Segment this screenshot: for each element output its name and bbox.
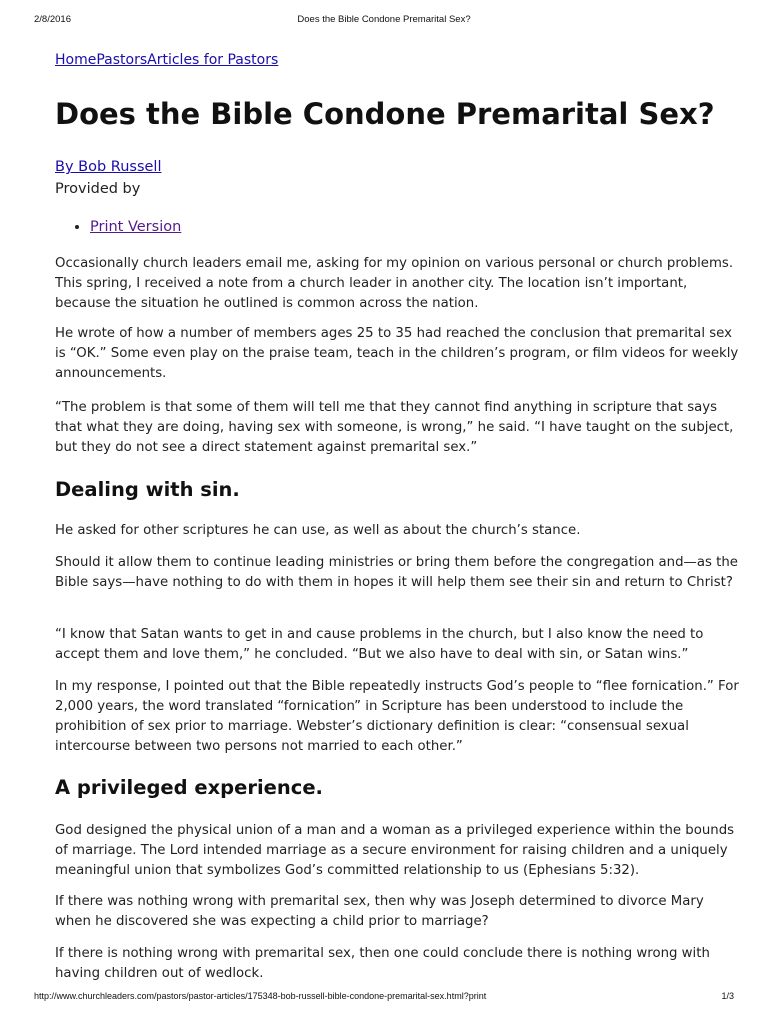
print-doc-title: Does the Bible Condone Premarital Sex? — [297, 14, 471, 25]
print-date: 2/8/2016 — [34, 14, 71, 25]
paragraph: God designed the physical union of a man and a woman as a privileged experience within the bounds of marriage. The Lord intended marriage as a secure environment for raising children and a uniquely meaningful union that symbolizes God’s committed relationship to us (Ephesians 5:32). — [55, 823, 735, 878]
paragraph: Occasionally church leaders email me, asking for my opinion on various personal or church problems. This spring, I received a note from a church leader in another city. The location isn’t important, because the situation he outlined is common across the nation. — [55, 256, 734, 311]
paragraph: He wrote of how a number of members ages 25 to 35 had reached the conclusion that premarital sex is “OK.” Some even play on the praise team, teach in the children’s program, or film videos for weekly announcements. — [55, 326, 739, 381]
section2-paragraph-2 — [55, 892, 739, 932]
print-header — [34, 14, 734, 28]
section-heading-dealing-with-sin: Dealing with sin. — [55, 478, 240, 501]
paragraph: “I know that Satan wants to get in and cause problems in the church, but I also know the need to accept them and love them,” he concluded. “But we also have to deal with sin, or Satan wins.” — [55, 627, 704, 662]
tool-item — [90, 216, 181, 238]
article-tools — [55, 216, 181, 238]
breadcrumb-home-link[interactable]: Home — [55, 52, 97, 68]
paragraph: He asked for other scriptures he can use, as well as about the church’s stance. — [55, 523, 581, 538]
section1-paragraph-4 — [55, 677, 739, 757]
intro-paragraph-2 — [55, 324, 739, 384]
provided-by: Provided by — [55, 181, 141, 197]
paragraph: If there was nothing wrong with premarital sex, then why was Joseph determined to divorce Mary when he discovered she was expecting a child prior to marriage? — [55, 894, 704, 929]
breadcrumb — [55, 50, 739, 70]
breadcrumb-articles-link[interactable]: Articles for Pastors — [147, 52, 279, 68]
section2-paragraph-1 — [55, 821, 739, 881]
breadcrumb-pastors-link[interactable]: Pastors — [96, 52, 148, 68]
author-link[interactable]: By Bob Russell — [55, 159, 162, 175]
section1-paragraph-2 — [55, 553, 739, 593]
print-footer — [34, 991, 734, 1005]
byline — [55, 156, 161, 178]
section1-paragraph-1 — [55, 521, 739, 541]
section-heading-privileged-experience: A privileged experience. — [55, 776, 323, 799]
paragraph: In my response, I pointed out that the Bible repeatedly instructs God’s people to “flee fornication.” For 2,000 years, the word translated “fornication” in Scripture has been understood to include the prohibition of sex prior to marriage. Webster’s dictionary definition is clear: “consensual sexual intercourse between two persons not married to each other.” — [55, 679, 739, 754]
section2-paragraph-3 — [55, 944, 739, 984]
intro-paragraph-1 — [55, 254, 739, 314]
paragraph: “The problem is that some of them will tell me that they cannot find anything in scripture that says that what they are doing, having sex with someone, is wrong,” he said. “I have taught on the subject, but they do not see a direct statement against premarital sex.” — [55, 400, 734, 455]
section1-paragraph-3 — [55, 625, 739, 665]
paragraph: Should it allow them to continue leading ministries or bring them before the congregation and—as the Bible says—have nothing to do with them in hopes it will help them see their sin and return to Christ? — [55, 555, 738, 590]
article-content — [55, 50, 739, 981]
intro-paragraph-3 — [55, 398, 739, 458]
print-page-number: 1/3 — [721, 991, 734, 1001]
article-title: Does the Bible Condone Premarital Sex? — [55, 97, 715, 131]
print-version-link[interactable]: Print Version — [90, 219, 182, 235]
print-url: http://www.churchleaders.com/pastors/pastor-articles/175348-bob-russell-bible-condone-premarital-sex.html?print — [34, 991, 487, 1001]
paragraph: If there is nothing wrong with premarital sex, then one could conclude there is nothing wrong with having children out of wedlock. — [55, 946, 710, 981]
